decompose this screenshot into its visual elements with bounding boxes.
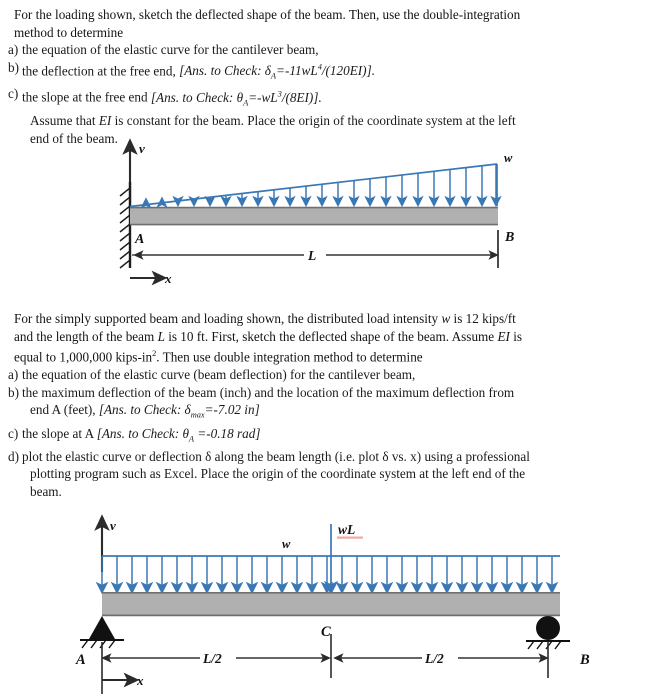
equation-body: =-wL: [248, 89, 278, 105]
answer-open-bracket: [Ans. to Check:: [179, 63, 265, 79]
delta-subscript: A: [270, 71, 277, 81]
problem-2-item-d-marker: d): [8, 448, 19, 464]
problem-1-item-a: [0, 41, 663, 59]
problem-1-item-b-marker: b): [8, 59, 19, 75]
problem-1-item-c-text: [22, 85, 655, 112]
problem-1-item-b: [0, 59, 663, 86]
figure2-label-C: C: [321, 624, 331, 640]
delta-symbol: δ: [264, 63, 271, 79]
figure2-label-left-span: L/2: [203, 651, 222, 666]
delta-subscript: max: [190, 411, 205, 420]
problem-2-item-b-continuation: [0, 401, 663, 424]
problem-1-text: [0, 6, 663, 147]
problem-1-item-c-lead: the slope at the free end: [22, 89, 151, 105]
problem-2-text: [0, 310, 663, 501]
equation-tail: /(8EI)].: [281, 89, 322, 105]
theta-subscript: A: [188, 434, 195, 444]
figure2-label-x: x: [137, 673, 144, 688]
problem-2-item-d-line-1: plotting program such as Excel. Place the origin of the coordinate system at the left end of the: [30, 466, 526, 482]
answer-tail: =-0.18 rad]: [194, 425, 261, 441]
problem-2-item-b-answer: [98, 402, 260, 420]
problem-2-item-c: [0, 425, 663, 448]
equation-tail: /(120EI)].: [321, 63, 375, 79]
problem-1-closing-line-2: end of the beam.: [30, 130, 118, 146]
problem-2-item-b-text: the maximum deflection of the beam (inch) and the location of the maximum deflection from: [22, 384, 515, 400]
problem-2-item-d: [0, 448, 663, 466]
problem-1-item-c-marker: c): [8, 86, 19, 102]
figure1-label-w: w: [504, 151, 513, 165]
spellcheck-underline: [337, 537, 363, 539]
figure1-label-v: v: [139, 141, 145, 156]
problem-2-item-b-lead: end A (feet),: [30, 402, 99, 418]
problem-1-item-a-marker: a): [8, 42, 19, 58]
problem-2-item-b: [0, 384, 663, 402]
problem-2-item-d-line-2: beam.: [30, 484, 62, 500]
problem-2-intro: [0, 310, 663, 366]
delta-symbol: δ: [184, 402, 191, 418]
problem-2-item-c-lead: the slope at A: [22, 425, 97, 441]
figure2-label-A: A: [76, 652, 86, 668]
figure2-label-v: v: [110, 518, 116, 533]
fixed-support-wall: [120, 182, 130, 268]
beam-body: [130, 207, 498, 225]
problem-2-item-a-marker: a): [8, 367, 19, 383]
problem-2-item-d-continuation: [0, 465, 663, 500]
problem-1-intro-line-1: For the loading shown, sketch the deflected shape of the beam. Then, use the double-integration: [14, 7, 521, 22]
triangular-distributed-load: [130, 164, 497, 207]
problem-1-intro-line-2: method to determine: [14, 24, 124, 40]
answer-tail: =-7.02 in]: [204, 402, 260, 418]
problem-2-intro-line-3: equal to 1,000,000 kips-$in^2$. Then use double integration method to determine: [14, 349, 423, 365]
figure2-label-w: w: [282, 537, 291, 551]
problem-2-item-c-text: [22, 425, 655, 448]
figure1-label-B: B: [505, 230, 515, 245]
equation-body: =-11wL: [276, 63, 318, 79]
equation-exponent: 4: [317, 62, 322, 72]
problem-2-item-a-text: the equation of the elastic curve (beam deflection) for the cantilever beam,: [22, 367, 416, 383]
problem-2-intro-line-1: For the simply supported beam and loading shown, the distributed load intensity w is 12 kips/ft: [14, 311, 516, 326]
answer-open-bracket: [Ans. to Check:: [96, 425, 183, 441]
answer-open-bracket: [Ans. to Check:: [150, 89, 237, 105]
theta-symbol: θ: [236, 89, 244, 105]
theta-symbol: θ: [182, 425, 189, 441]
problem-1-closing-line-1: Assume that EI is constant for the beam. Place the origin of the coordinate system at the left: [30, 113, 516, 129]
problem-1-intro: [0, 6, 663, 41]
figure1-label-A: A: [135, 232, 145, 247]
answer-open-bracket: [Ans. to Check:: [98, 402, 185, 418]
figure1-label-x: x: [165, 271, 172, 286]
theta-subscript: A: [243, 98, 249, 108]
problem-1-item-b-answer: [179, 62, 375, 81]
problem-1-item-c: [0, 85, 663, 112]
problem-2-item-b-marker: b): [8, 384, 19, 400]
problem-1-item-c-answer: [150, 89, 322, 108]
figure-simply-supported-beam: [70, 512, 630, 700]
problem-1-item-a-text: the equation of the elastic curve for the cantilever beam,: [22, 42, 319, 58]
problem-2-item-c-answer: [96, 425, 261, 444]
figure2-label-right-span: L/2: [425, 651, 444, 666]
figure2-label-point-load: wL: [338, 522, 356, 537]
problem-2-intro-line-2: and the length of the beam L is 10 ft. First, sketch the deflected shape of the beam. Assume EI is: [14, 328, 522, 344]
problem-1-item-b-text: [22, 59, 655, 86]
equation-exponent: 3: [277, 89, 282, 99]
beam-body: [102, 592, 560, 616]
figure1-label-L: L: [308, 248, 317, 263]
problem-2-item-a: [0, 366, 663, 384]
figure-cantilever-beam: [108, 138, 548, 288]
problem-2-item-d-text: plot the elastic curve or deflection δ along the beam length (i.e. plot δ vs. x) using a professional: [22, 448, 530, 464]
problem-2-item-c-marker: c): [8, 425, 19, 441]
problem-1-item-b-lead: the deflection at the free end,: [22, 63, 180, 79]
figure2-label-B: B: [580, 652, 590, 668]
